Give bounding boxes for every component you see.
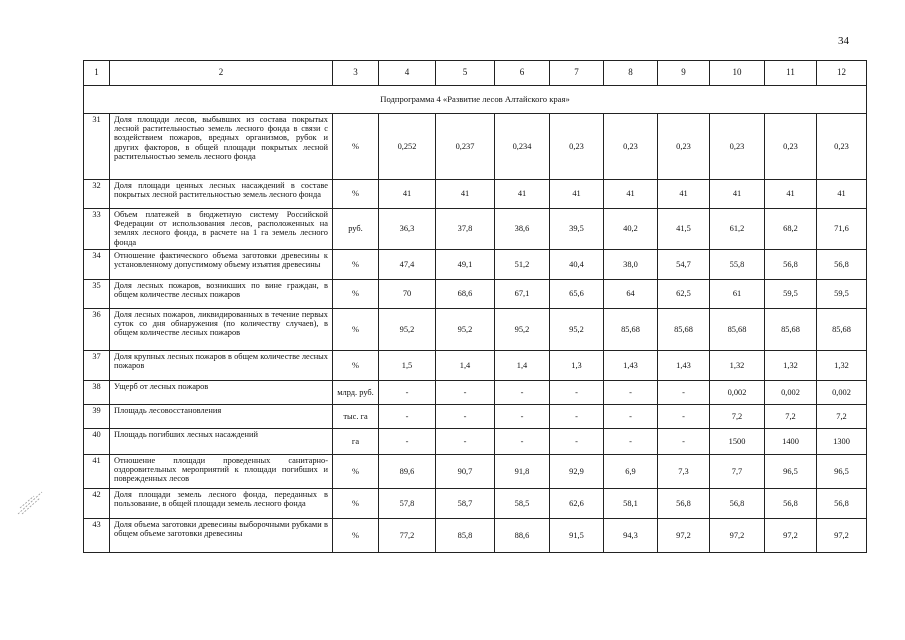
value-cell: 1,32 xyxy=(710,351,765,381)
unit-cell: млрд. руб. xyxy=(333,381,379,405)
table-row xyxy=(84,429,867,455)
table-row xyxy=(84,250,867,280)
value-cell: 41 xyxy=(817,180,867,209)
value-cell: 41 xyxy=(379,180,436,209)
value-cell: 7,2 xyxy=(817,405,867,429)
value-cell: 62,5 xyxy=(658,280,710,309)
value-cell: 94,3 xyxy=(604,519,658,553)
value-cell: 1,4 xyxy=(495,351,550,381)
value-cell: 97,2 xyxy=(710,519,765,553)
value-cell: 1,5 xyxy=(379,351,436,381)
row-number: 39 xyxy=(84,405,110,429)
value-cell: 58,1 xyxy=(604,489,658,519)
value-cell: - xyxy=(436,381,495,405)
value-cell: 7,2 xyxy=(710,405,765,429)
table-row xyxy=(84,180,867,209)
value-cell: 41 xyxy=(658,180,710,209)
indicator-name: Доля лесных пожаров, возникших по вине граждан, в общем количестве лесных пожаров xyxy=(110,280,333,309)
table-row xyxy=(84,209,867,250)
indicator-name: Объем платежей в бюджетную систему Российской Федерации от использования лесов, расположенных на землях лесного фонда, в расчете на 1 га земель лесного фонда xyxy=(110,209,333,250)
unit-cell: % xyxy=(333,180,379,209)
header-cell: 12 xyxy=(817,61,867,86)
value-cell: - xyxy=(495,405,550,429)
value-cell: 77,2 xyxy=(379,519,436,553)
value-cell: 7,3 xyxy=(658,455,710,489)
value-cell: - xyxy=(658,405,710,429)
value-cell: 97,2 xyxy=(817,519,867,553)
row-number: 36 xyxy=(84,309,110,351)
table-row xyxy=(84,455,867,489)
value-cell: - xyxy=(658,381,710,405)
value-cell: 61 xyxy=(710,280,765,309)
header-cell: 10 xyxy=(710,61,765,86)
value-cell: 61,2 xyxy=(710,209,765,250)
table-row xyxy=(84,309,867,351)
row-number: 34 xyxy=(84,250,110,280)
indicator-name: Ущерб от лесных пожаров xyxy=(110,381,333,405)
indicator-name: Доля площади ценных лесных насаждений в составе покрытых лесной растительностью земель лесного фонда xyxy=(110,180,333,209)
value-cell: 41 xyxy=(765,180,817,209)
indicator-name: Площадь лесовосстановления xyxy=(110,405,333,429)
value-cell: 0,237 xyxy=(436,114,495,180)
value-cell: - xyxy=(436,429,495,455)
value-cell: 39,5 xyxy=(550,209,604,250)
value-cell: - xyxy=(604,405,658,429)
header-cell: 2 xyxy=(110,61,333,86)
value-cell: 41 xyxy=(495,180,550,209)
row-number: 33 xyxy=(84,209,110,250)
table-row xyxy=(84,381,867,405)
value-cell: 0,23 xyxy=(817,114,867,180)
table-row xyxy=(84,114,867,180)
value-cell: 89,6 xyxy=(379,455,436,489)
value-cell: 96,5 xyxy=(765,455,817,489)
value-cell: 54,7 xyxy=(658,250,710,280)
value-cell: 56,8 xyxy=(765,250,817,280)
value-cell: 85,68 xyxy=(817,309,867,351)
value-cell: 68,2 xyxy=(765,209,817,250)
value-cell: 41 xyxy=(710,180,765,209)
value-cell: - xyxy=(379,429,436,455)
value-cell: 1,32 xyxy=(765,351,817,381)
value-cell: 0,234 xyxy=(495,114,550,180)
value-cell: 7,2 xyxy=(765,405,817,429)
value-cell: 7,7 xyxy=(710,455,765,489)
value-cell: 49,1 xyxy=(436,250,495,280)
value-cell: 85,68 xyxy=(710,309,765,351)
unit-cell: % xyxy=(333,519,379,553)
value-cell: 58,5 xyxy=(495,489,550,519)
row-number: 35 xyxy=(84,280,110,309)
indicators-table xyxy=(83,60,867,553)
value-cell: 41 xyxy=(550,180,604,209)
value-cell: 96,5 xyxy=(817,455,867,489)
value-cell: 0,002 xyxy=(710,381,765,405)
subprogram-row xyxy=(84,86,867,114)
value-cell: 1500 xyxy=(710,429,765,455)
table-row xyxy=(84,405,867,429)
value-cell: 1,4 xyxy=(436,351,495,381)
indicator-name: Отношение фактического объема заготовки древесины к установленному допустимому объему изъятия древесины xyxy=(110,250,333,280)
value-cell: 91,5 xyxy=(550,519,604,553)
table-row xyxy=(84,280,867,309)
value-cell: 47,4 xyxy=(379,250,436,280)
header-cell: 9 xyxy=(658,61,710,86)
value-cell: 88,6 xyxy=(495,519,550,553)
unit-cell: % xyxy=(333,309,379,351)
indicator-name: Доля площади лесов, выбывших из состава покрытых лесной растительностью земель лесного фонда в связи с воздействием пожаров, вредных организмов, рубок и других факторов, в общей площади покрытых лесной растительностью земель лесного фонда xyxy=(110,114,333,180)
value-cell: 95,2 xyxy=(495,309,550,351)
row-number: 37 xyxy=(84,351,110,381)
unit-cell: % xyxy=(333,250,379,280)
value-cell: 56,8 xyxy=(658,489,710,519)
indicator-name: Доля крупных лесных пожаров в общем количестве лесных пожаров xyxy=(110,351,333,381)
value-cell: 70 xyxy=(379,280,436,309)
value-cell: 59,5 xyxy=(765,280,817,309)
value-cell: 55,8 xyxy=(710,250,765,280)
value-cell: 85,68 xyxy=(604,309,658,351)
header-cell: 3 xyxy=(333,61,379,86)
value-cell: - xyxy=(550,381,604,405)
value-cell: 1,32 xyxy=(817,351,867,381)
value-cell: 41,5 xyxy=(658,209,710,250)
value-cell: 0,002 xyxy=(817,381,867,405)
unit-cell: % xyxy=(333,489,379,519)
unit-cell: % xyxy=(333,114,379,180)
value-cell: 41 xyxy=(436,180,495,209)
unit-cell: руб. xyxy=(333,209,379,250)
value-cell: 1,43 xyxy=(658,351,710,381)
value-cell: 56,8 xyxy=(710,489,765,519)
value-cell: 36,3 xyxy=(379,209,436,250)
value-cell: 64 xyxy=(604,280,658,309)
value-cell: 0,252 xyxy=(379,114,436,180)
row-number: 42 xyxy=(84,489,110,519)
value-cell: 95,2 xyxy=(436,309,495,351)
value-cell: 67,1 xyxy=(495,280,550,309)
row-number: 41 xyxy=(84,455,110,489)
header-cell: 8 xyxy=(604,61,658,86)
unit-cell: га xyxy=(333,429,379,455)
unit-cell: % xyxy=(333,351,379,381)
page-number: 34 xyxy=(838,35,849,47)
value-cell: 37,8 xyxy=(436,209,495,250)
unit-cell: % xyxy=(333,455,379,489)
value-cell: 85,68 xyxy=(658,309,710,351)
table-row xyxy=(84,489,867,519)
value-cell: - xyxy=(379,405,436,429)
value-cell: - xyxy=(436,405,495,429)
value-cell: 0,23 xyxy=(604,114,658,180)
value-cell: 0,23 xyxy=(710,114,765,180)
value-cell: 1,3 xyxy=(550,351,604,381)
value-cell: 57,8 xyxy=(379,489,436,519)
value-cell: 68,6 xyxy=(436,280,495,309)
value-cell: - xyxy=(604,381,658,405)
value-cell: 56,8 xyxy=(765,489,817,519)
row-number: 43 xyxy=(84,519,110,553)
table-row xyxy=(84,351,867,381)
row-number: 38 xyxy=(84,381,110,405)
value-cell: 0,23 xyxy=(550,114,604,180)
value-cell: 62,6 xyxy=(550,489,604,519)
value-cell: 38,6 xyxy=(495,209,550,250)
value-cell: 0,002 xyxy=(765,381,817,405)
value-cell: 95,2 xyxy=(379,309,436,351)
value-cell: 40,2 xyxy=(604,209,658,250)
table-row xyxy=(84,519,867,553)
value-cell: 97,2 xyxy=(765,519,817,553)
value-cell: 95,2 xyxy=(550,309,604,351)
indicator-name: Отношение площади проведенных санитарно-оздоровительных мероприятий к площади погибших и поврежденных лесов xyxy=(110,455,333,489)
value-cell: 0,23 xyxy=(765,114,817,180)
value-cell: 91,8 xyxy=(495,455,550,489)
value-cell: 85,68 xyxy=(765,309,817,351)
value-cell: 1300 xyxy=(817,429,867,455)
value-cell: 40,4 xyxy=(550,250,604,280)
value-cell: - xyxy=(550,405,604,429)
value-cell: - xyxy=(495,429,550,455)
value-cell: 38,0 xyxy=(604,250,658,280)
unit-cell: % xyxy=(333,280,379,309)
row-number: 31 xyxy=(84,114,110,180)
header-cell: 5 xyxy=(436,61,495,86)
header-cell: 1 xyxy=(84,61,110,86)
value-cell: 6,9 xyxy=(604,455,658,489)
pen-mark-scribble xyxy=(16,488,46,518)
value-cell: 1400 xyxy=(765,429,817,455)
value-cell: - xyxy=(379,381,436,405)
value-cell: 41 xyxy=(604,180,658,209)
indicator-name: Доля лесных пожаров, ликвидированных в течение первых суток со дня обнаружения (по количеству случаев), в общем количестве лесных пожаров xyxy=(110,309,333,351)
value-cell: 1,43 xyxy=(604,351,658,381)
value-cell: 56,8 xyxy=(817,250,867,280)
header-cell: 4 xyxy=(379,61,436,86)
value-cell: - xyxy=(604,429,658,455)
unit-cell: тыс. га xyxy=(333,405,379,429)
value-cell: 90,7 xyxy=(436,455,495,489)
value-cell: - xyxy=(495,381,550,405)
value-cell: 0,23 xyxy=(658,114,710,180)
header-cell: 11 xyxy=(765,61,817,86)
indicator-name: Площадь погибших лесных насаждений xyxy=(110,429,333,455)
value-cell: - xyxy=(550,429,604,455)
row-number: 40 xyxy=(84,429,110,455)
value-cell: 58,7 xyxy=(436,489,495,519)
value-cell: 65,6 xyxy=(550,280,604,309)
header-cell: 6 xyxy=(495,61,550,86)
indicator-name: Доля объема заготовки древесины выборочными рубками в общем объеме заготовки древесины xyxy=(110,519,333,553)
value-cell: 59,5 xyxy=(817,280,867,309)
header-cell: 7 xyxy=(550,61,604,86)
header-row xyxy=(84,61,867,86)
value-cell: 92,9 xyxy=(550,455,604,489)
value-cell: 97,2 xyxy=(658,519,710,553)
indicator-name: Доля площади земель лесного фонда, переданных в пользование, в общей площади земель лесного фонда xyxy=(110,489,333,519)
value-cell: - xyxy=(658,429,710,455)
value-cell: 85,8 xyxy=(436,519,495,553)
value-cell: 71,6 xyxy=(817,209,867,250)
subprogram-title: Подпрограмма 4 «Развитие лесов Алтайского края» xyxy=(84,86,867,114)
value-cell: 56,8 xyxy=(817,489,867,519)
value-cell: 51,2 xyxy=(495,250,550,280)
row-number: 32 xyxy=(84,180,110,209)
